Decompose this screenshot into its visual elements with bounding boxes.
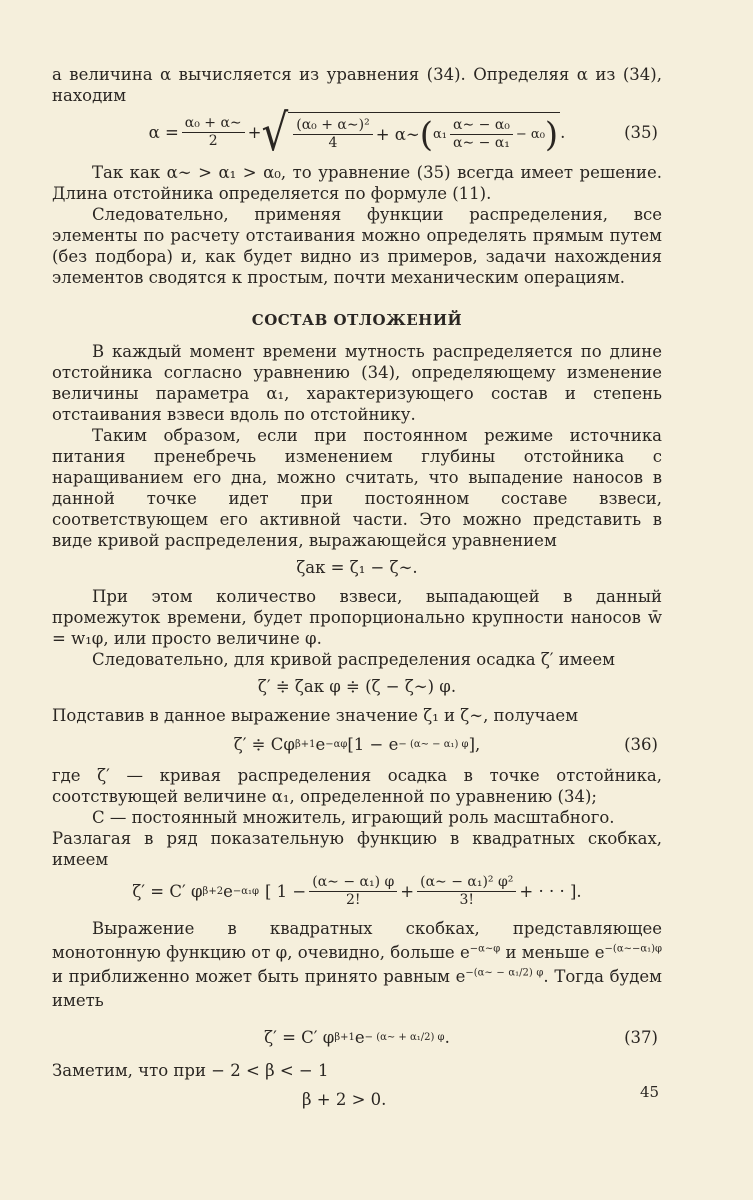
equation-series: ζ′ = C′ φ β+2 e −α₁φ [ 1 − $\frac{\text{(α∼ − α₁) φ}}{2!}$ + $\frac{\text{(α∼ − α₁)² φ²}}{3!}$ + · · · ]. <box>132 874 582 908</box>
paragraph: Подставив в данное выражение значение ζ₁ и ζ∼, получаем <box>52 706 579 725</box>
paragraph: Таким образом, если при постоянном режиме источника питания пренебречь изменением глубины отстойника с наращиванием его дна, можно считать, что выпадение наносов в данной точке идет при постоянном составе взвеси, соответствующем его активной части. Это можно представить в виде кривой распределения, выражающейся уравнением <box>52 426 662 550</box>
paragraph: Следовательно, для кривой распределения осадка ζ′ имеем <box>92 650 615 669</box>
paragraph: В каждый момент времени мутность распределяется по длине отстойника согласно уравнению (34), определяющему изменение величины параметра α₁, характеризующего состав и степень отстаивания взвеси вдоль по отстойнику. <box>52 342 662 424</box>
paragraph: Так как α∼ > α₁ > α₀, то уравнение (35) всегда имеет решение. Длина отстойника определяется по формуле (11). <box>52 163 662 203</box>
paragraph: Выражение в квадратных скобках, представляющее монотонную функцию от φ, очевидно, больше $e^{-\alpha\sim\varphi}$ и меньше $e^{-(\alpha\sim-\alpha_1)\varphi}$ и приближенно может быть принято равным $e^{-(\alpha\sim - \alpha_1/2) \varphi}$. Тогда будем иметь <box>52 919 663 1010</box>
equation-35: α = $\frac{\text{α₀ + α∼}}{2}$ + √ $\frac{\text{(α₀ + α∼)²}}{4}$ + α∼ ( α₁ $\frac{\text{α∼ − α₀}}{\text{α∼ − α₁}}$ − α₀ ) . (35) <box>148 102 658 162</box>
equation-zeta-ak: ζак = ζ₁ − ζ∼. <box>296 558 418 577</box>
equation-number: (35) <box>624 122 658 142</box>
equation-proportion: ζ′ ≑ ζак φ ≑ (ζ − ζ∼) φ. <box>257 677 457 696</box>
equation-number: (36) <box>624 735 658 754</box>
page-number: 45 <box>640 1083 660 1101</box>
equation-37: ζ′ = C′ φ β+1 e − (α∼ + α₁/2) φ . (37) <box>264 1028 658 1047</box>
paragraph: Разлагая в ряд показательную функцию в квадратных скобках, имеем <box>52 829 662 869</box>
equation-last: β + 2 > 0. <box>302 1090 387 1109</box>
paragraph: C — постоянный множитель, играющий роль масштабного. <box>92 808 615 827</box>
square-root: √ $\frac{\text{(α₀ + α∼)²}}{4}$ + α∼ ( α₁ $\frac{\text{α∼ − α₀}}{\text{α∼ − α₁}}$ − α₀ ) <box>261 102 559 162</box>
equation-number: (37) <box>624 1028 658 1047</box>
paragraph: При этом количество взвеси, выпадающей в данный промежуток времени, будет пропорционально крупности наносов w̄ = w₁φ, или просто величине φ. <box>52 587 662 648</box>
page-body <box>52 64 662 1110</box>
equation-36: ζ′ ≑ Cφ β+1 e −αφ [1 − e − (α∼ − α₁) φ ], (36) <box>233 735 658 754</box>
paragraph: где ζ′ — кривая распределения осадка в точке отстойника, соотствующей величине α₁, определенной по уравнению (34); <box>52 766 662 806</box>
section-heading: СОСТАВ ОТЛОЖЕНИЙ <box>251 311 463 329</box>
paragraph: Заметим, что при − 2 < β < − 1 <box>52 1061 329 1080</box>
paragraph: а величина α вычисляется из уравнения (34). Определяя α из (34), находим <box>52 65 662 105</box>
paragraph: Следовательно, применяя функции распределения, все элементы по расчету отстаивания можно определять прямым путем (без подбора) и, как будет видно из примеров, задачи нахождения элементов сводятся к простым, почти механическим операциям. <box>52 205 662 287</box>
